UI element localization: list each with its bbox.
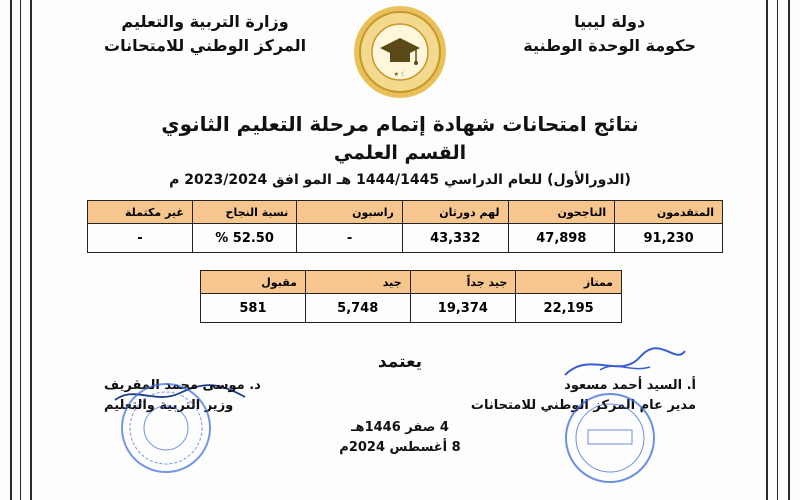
table1-header: راسبون bbox=[297, 201, 403, 224]
table1-header: لهم دورثان bbox=[402, 201, 508, 224]
table1-header: المتقدمون bbox=[615, 201, 723, 224]
table1-cell: - bbox=[297, 224, 403, 253]
svg-text:★ ☾: ★ ☾ bbox=[393, 71, 407, 78]
table2-header: ممتاز bbox=[516, 271, 622, 294]
table2-cell: 5,748 bbox=[305, 294, 410, 323]
results-table-grades bbox=[200, 270, 622, 323]
signature-left-name: د. موسى محمد المقريف bbox=[104, 378, 261, 393]
page-title: نتائج امتحانات شهادة إتمام مرحلة التعليم الثانوي bbox=[161, 112, 639, 136]
date-hijri: 4 صفر 1446هـ bbox=[351, 420, 449, 435]
results-table-summary bbox=[87, 200, 723, 253]
header-left bbox=[104, 10, 306, 58]
header-right bbox=[523, 10, 696, 58]
ministry-logo bbox=[352, 4, 448, 100]
table1-cell: - bbox=[88, 224, 193, 253]
session-title: (الدورالأول) للعام الدراسي 1444/1445 هـ المو افق 2023/2024 م bbox=[169, 172, 631, 188]
header-left-line2: المركز الوطني للامتحانات bbox=[104, 36, 307, 55]
table2-cell: 19,374 bbox=[410, 294, 516, 323]
section-title: القسم العلمي bbox=[333, 142, 467, 164]
table1-cell: 47,898 bbox=[508, 224, 615, 253]
header-right-line2: حكومة الوحدة الوطنية bbox=[523, 36, 696, 55]
table1-cell: 91,230 bbox=[615, 224, 723, 253]
approval-label: يعتمد bbox=[377, 352, 423, 372]
signature-right-title: مدير عام المركز الوطني للامتحانات bbox=[470, 398, 696, 413]
table2-cell: 581 bbox=[201, 294, 306, 323]
table2-header: جيد جداً bbox=[410, 271, 516, 294]
table2-cell: 22,195 bbox=[516, 294, 622, 323]
table2-header: جيد bbox=[305, 271, 410, 294]
signature-right-name: أ. السيد أحمد مسعود bbox=[564, 378, 696, 393]
date-gregorian: 8 أغسطس 2024م bbox=[339, 440, 461, 455]
table1-header: غير مكتملة bbox=[88, 201, 193, 224]
table2-header: مقبول bbox=[201, 271, 306, 294]
stamp-right bbox=[562, 390, 658, 486]
header-right-line1: دولة ليبيا bbox=[574, 12, 646, 31]
table1-header: الناجحون bbox=[508, 201, 615, 224]
table1-header: نسبة النجاح bbox=[192, 201, 296, 224]
table1-cell: 43,332 bbox=[402, 224, 508, 253]
table1-cell: % 52.50 bbox=[192, 224, 296, 253]
signature-left-title: وزير التربية والتعليم bbox=[104, 398, 234, 413]
header-left-line1: وزارة التربية والتعليم bbox=[121, 12, 289, 31]
